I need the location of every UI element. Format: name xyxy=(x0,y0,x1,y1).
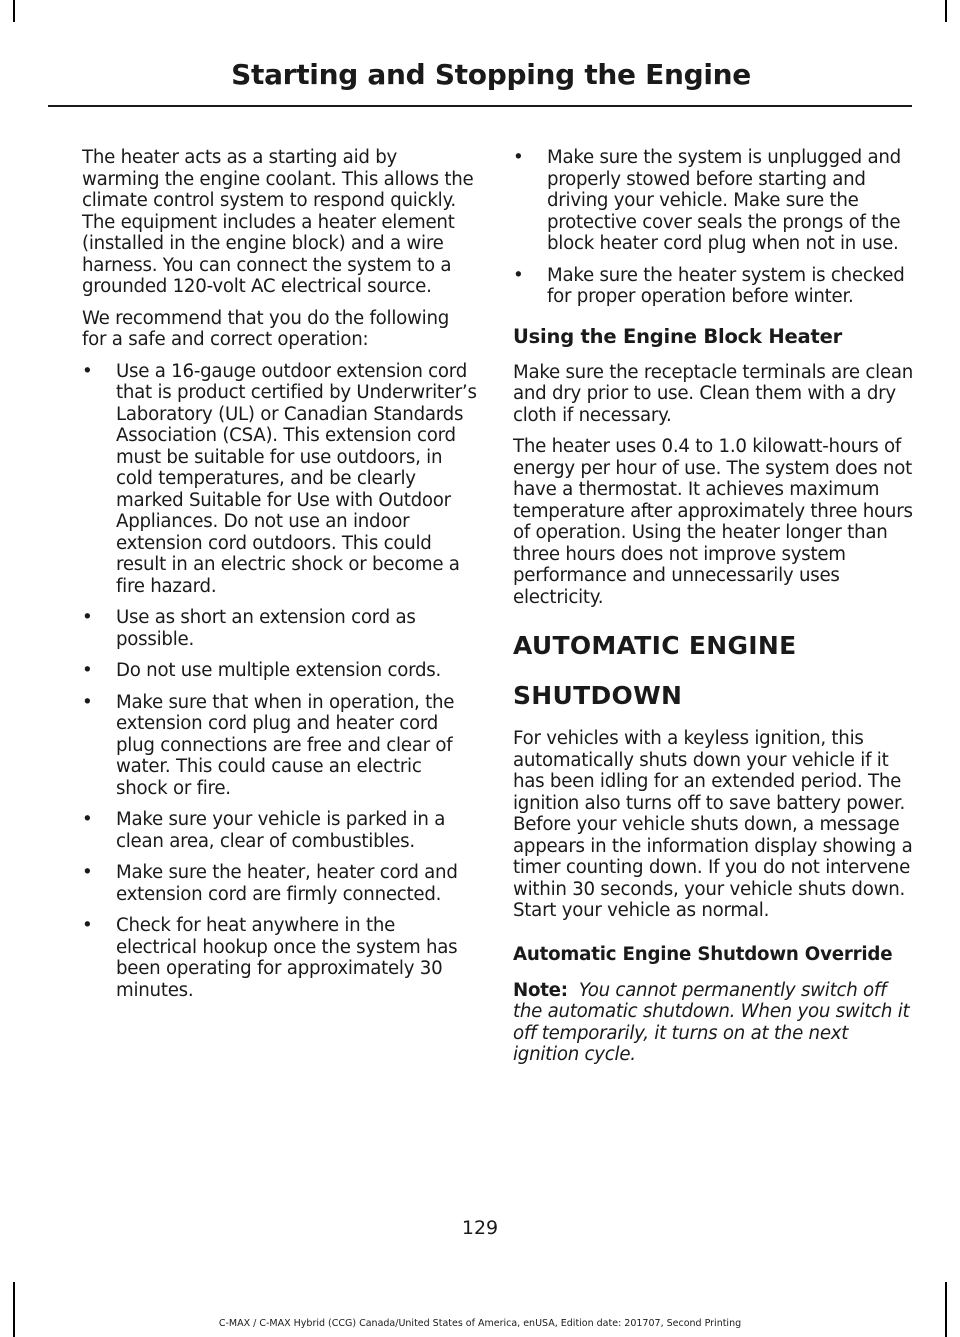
page-number: 129 xyxy=(461,1217,499,1239)
recommendation-paragraph: We recommend that you do the following for a safe and correct operation: xyxy=(82,307,450,350)
note xyxy=(513,980,913,1066)
bullet-icon: • xyxy=(82,862,93,883)
list-item xyxy=(82,915,478,1001)
right-column xyxy=(513,147,913,1076)
continued-safety-list xyxy=(513,147,913,308)
list-item xyxy=(82,809,478,852)
page-title: Starting and Stopping the Engine xyxy=(231,58,751,91)
block-heater-heading: Using the Engine Block Heater xyxy=(513,324,843,348)
bullet-icon: • xyxy=(82,915,93,936)
intro-paragraph: The heater acts as a starting aid by warming the engine coolant. This allows the climate control system to respond quickly. The equipment includes a heater element (installed in the engine block) and a wire harness. You can connect the system to a grounded 120-volt AC electrical source. xyxy=(82,147,474,297)
list-item xyxy=(513,265,913,308)
bullet-icon: • xyxy=(82,660,93,681)
bullet-icon: • xyxy=(82,360,93,382)
list-item xyxy=(82,361,478,598)
section-title-line: AUTOMATIC ENGINE xyxy=(513,631,797,660)
bullet-icon: • xyxy=(82,809,93,830)
section-title-line: SHUTDOWN xyxy=(513,681,683,710)
override-heading: Automatic Engine Shutdown Override xyxy=(513,943,893,965)
left-column xyxy=(82,147,478,1011)
list-item xyxy=(82,607,478,650)
bullet-icon: • xyxy=(513,147,524,168)
list-item xyxy=(82,660,478,682)
bullet-icon: • xyxy=(82,607,93,628)
header-rule xyxy=(48,105,912,107)
safety-list xyxy=(82,361,478,1002)
receptacle-paragraph: Make sure the receptacle terminals are clean and dry prior to use. Clean them with a dry cloth if necessary. xyxy=(513,361,914,426)
list-item xyxy=(513,147,913,255)
list-item-text: Use as short an extension cord as possible. xyxy=(116,607,416,650)
list-item-text: Make sure the heater system is checked for proper operation before winter. xyxy=(547,264,905,307)
energy-paragraph: The heater uses 0.4 to 1.0 kilowatt-hours of energy per hour of use. The system does not have a thermostat. It achieves maximum temperature after approximately three hours of operation. Using the heater longer than three hours does not improve system performance and unnecessarily uses electricity. xyxy=(513,436,913,608)
crop-mark-top-left xyxy=(13,0,15,22)
section-title xyxy=(513,628,913,714)
list-item-text: Make sure the system is unplugged and properly stowed before starting and driving your vehicle. Make sure the protective cover seals the prongs of the block heater cord plug when not in use. xyxy=(547,147,901,254)
list-item-text: Do not use multiple extension cords. xyxy=(116,660,442,681)
shutdown-paragraph: For vehicles with a keyless ignition, this automatically shuts down your vehicle if it has been idling for an extended period. The ignition also turns off to save battery power. Before your vehicle shuts down, a message appears in the information display showing a timer counting down. If you do not intervene within 30 seconds, your vehicle shuts down. Start your vehicle as normal. xyxy=(513,728,913,921)
crop-mark-top-right xyxy=(945,0,947,22)
list-item xyxy=(82,862,478,905)
list-item-text: Check for heat anywhere in the electrical hookup once the system has been operating for approximately 30 minutes. xyxy=(116,915,458,1001)
bullet-icon: • xyxy=(82,691,93,713)
note-text: You cannot permanently switch off the automatic shutdown. When you switch it off temporarily, it turns on at the next ignition cycle. xyxy=(513,979,910,1065)
bullet-icon: • xyxy=(513,264,524,286)
list-item-text: Make sure that when in operation, the extension cord plug and heater cord plug connections are free and clear of water. This could cause an electric shock or fire. xyxy=(116,691,455,799)
footer-edition: C-MAX / C-MAX Hybrid (CCG) Canada/United States of America, enUSA, Edition date: 201707, Second Printing xyxy=(218,1318,742,1329)
note-label: Note: xyxy=(513,979,568,1001)
list-item-text: Make sure your vehicle is parked in a clean area, clear of combustibles. xyxy=(116,809,446,852)
list-item xyxy=(82,692,478,800)
list-item-text: Use a 16-gauge outdoor extension cord that is product certified by Underwriter’s Laboratory (UL) or Canadian Standards Association (CSA). This extension cord must be suitable for use outdoors, in cold temperatures, and be clearly marked Suitable for Use with Outdoor Appliances. Do not use an indoor extension cord outdoors. This could result in an electric shock or become a fire hazard. xyxy=(116,360,477,597)
list-item-text: Make sure the heater, heater cord and extension cord are firmly connected. xyxy=(116,862,458,905)
